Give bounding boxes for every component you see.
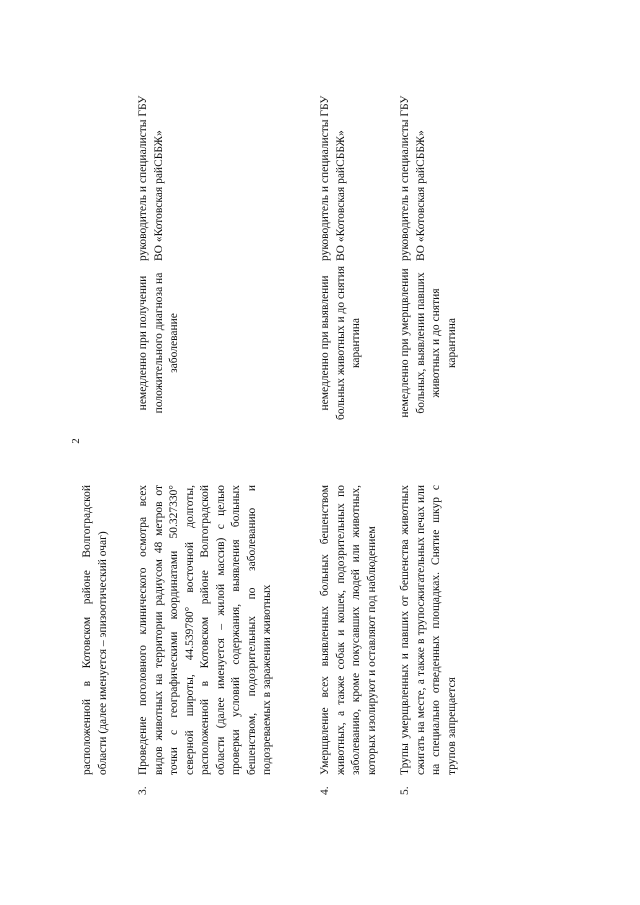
row-term: немедленно при выявлении больных животных и до снятия карантина — [319, 265, 362, 421]
row-responsible: руководитель и специалисты ГБУ ВО «Котовская райСББЖ» — [137, 95, 165, 261]
row-description: Трупы умерщвленных и павших от бешенства животных сжигать на месте, а также в трупосжигательных печах или на специально отведенных площадках. Снятие шкур с трупов запрещается — [399, 485, 458, 775]
row-responsible: руководитель и специалисты ГБУ ВО «Котовская райСББЖ» — [399, 95, 427, 261]
rotated-page — [70, 95, 458, 795]
row-term: немедленно при умерщвлении больных, выявлении павших животных и до снятия карантина — [399, 268, 458, 418]
page-number: 2 — [70, 438, 82, 444]
row-description: Проведение поголовного клинического осмотра всех видов животных на территории радиусом 48 метров от точки с географическими координатами 50.327330° северной широты, 44.539780° восточной долготы, расположенной в Котовском районе Волгоградской области (далее именуется – жилой массив) с целью проверки условий содержания, выявления больных бешенством, подозрительных по заболеванию и подозреваемых в заражении животных — [137, 485, 273, 775]
row-responsible: руководитель и специалисты ГБУ ВО «Котовская райСББЖ» — [319, 95, 347, 261]
row-term: немедленно при получении положительного диагноза на заболевание — [137, 272, 180, 414]
row-number: 5. — [399, 786, 411, 795]
row-description: расположенной в Котовском районе Волгоградской области (далее именуется – эпизоотический очаг) — [81, 485, 109, 775]
row-number: 3. — [137, 786, 149, 795]
row-number: 4. — [319, 786, 331, 795]
row-description: Умерщвление всех выявленных больных бешенством животных, а также собак и кошек, подозрительных по заболеванию, кроме покусавших людей или животных, которых изолируют и оставляют под наблюдением — [319, 485, 378, 775]
